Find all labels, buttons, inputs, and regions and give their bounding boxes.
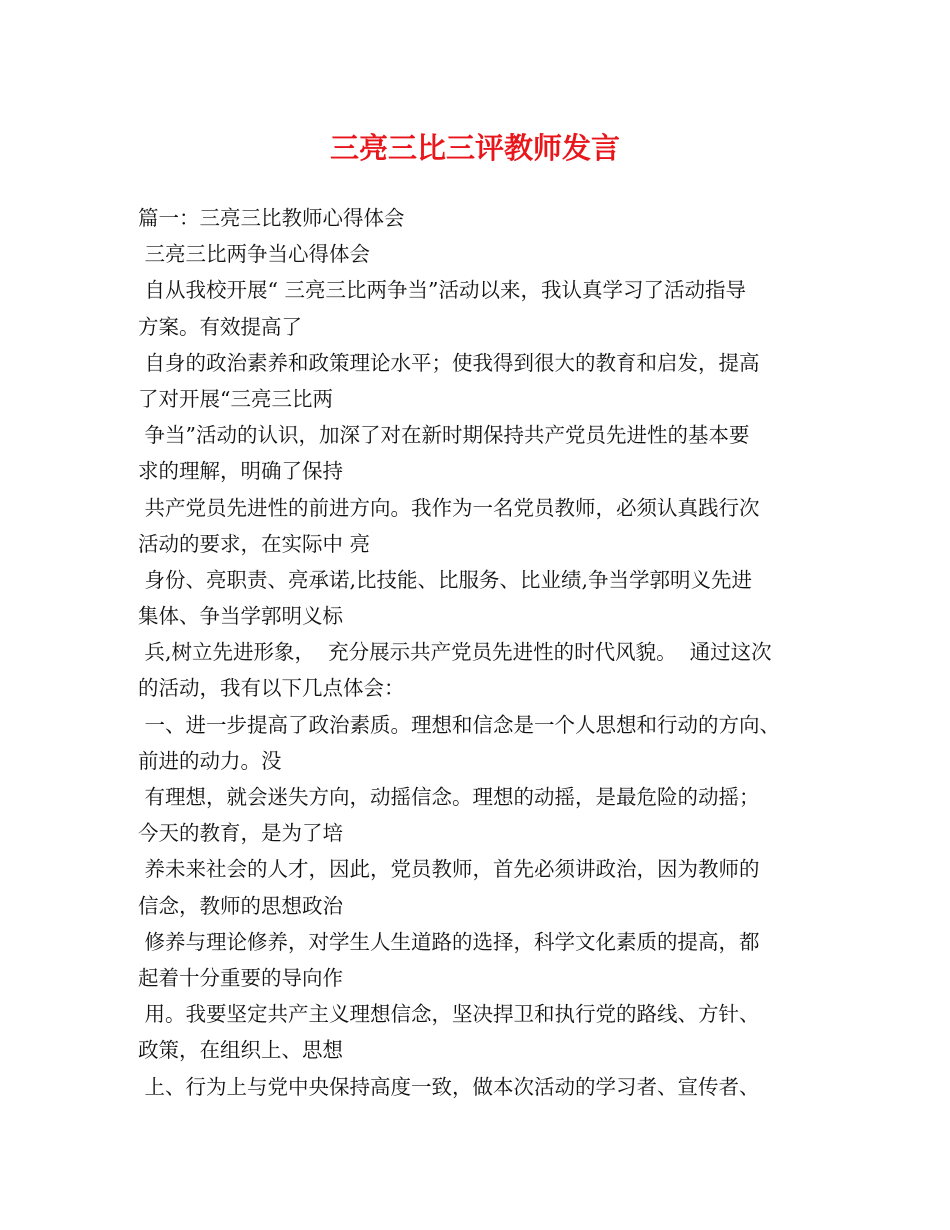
text-line: 政策，在组织上、思想	[138, 1038, 343, 1063]
text-line: 起着十分重要的导向作	[138, 965, 343, 990]
text-line: 自身的政治素养和政策理论水平；使我得到很大的教育和启发，提高	[138, 350, 760, 375]
text-line: 自从我校开展“ 三亮三比两争当”活动以来，我认真学习了活动指导	[138, 278, 746, 303]
text-line: 一、进一步提高了政治素质。理想和信念是一个人思想和行动的方向、	[138, 712, 781, 737]
text-line: 用。我要坚定共产主义理想信念，坚决捍卫和执行党的路线、方针、	[138, 1002, 760, 1027]
text-line: 三亮三比两争当心得体会	[138, 242, 371, 267]
text-line: 上、行为上与党中央保持高度一致，做本次活动的学习者、宣传者、	[138, 1074, 760, 1099]
text-line: 前进的动力。没	[138, 748, 282, 773]
text-line: 养未来社会的人才，因此，党员教师，首先必须讲政治，因为教师的	[138, 857, 760, 882]
text-line: 集体、争当学郭明义标	[138, 604, 343, 629]
text-line: 有理想，就会迷失方向，动摇信念。理想的动摇，是最危险的动摇；	[138, 785, 760, 809]
text-line: 信念，教师的思想政治	[138, 893, 343, 918]
text-line: 争当”活动的认识，加深了对在新时期保持共产党员先进性的基本要	[138, 423, 750, 448]
document-body	[138, 200, 828, 1105]
text-line: 身份、亮职责、亮承诺,比技能、比服务、比业绩,争当学郭明义先进	[138, 567, 753, 592]
text-line: 兵,树立先进形象， 充分展示共产党员先进性的时代风貌。 通过这次	[138, 640, 772, 665]
document-title: 三亮三比三评教师发言	[329, 131, 620, 165]
text-line: 篇一：三亮三比教师心得体会	[138, 206, 405, 230]
text-line: 求的理解，明确了保持	[138, 459, 343, 484]
text-line: 的活动，我有以下几点体会：	[138, 676, 405, 701]
text-line: 共产党员先进性的前进方向。我作为一名党员教师，必须认真践行次	[138, 495, 760, 520]
text-line: 今天的教育，是为了培	[138, 821, 343, 846]
text-line: 方案。有效提高了	[138, 314, 302, 339]
text-line: 活动的要求，在实际中 亮	[138, 531, 371, 556]
text-line: 了对开展“三亮三比两	[138, 386, 333, 411]
text-line: 修养与理论修养，对学生人生道路的选择，科学文化素质的提高，都	[138, 929, 760, 954]
